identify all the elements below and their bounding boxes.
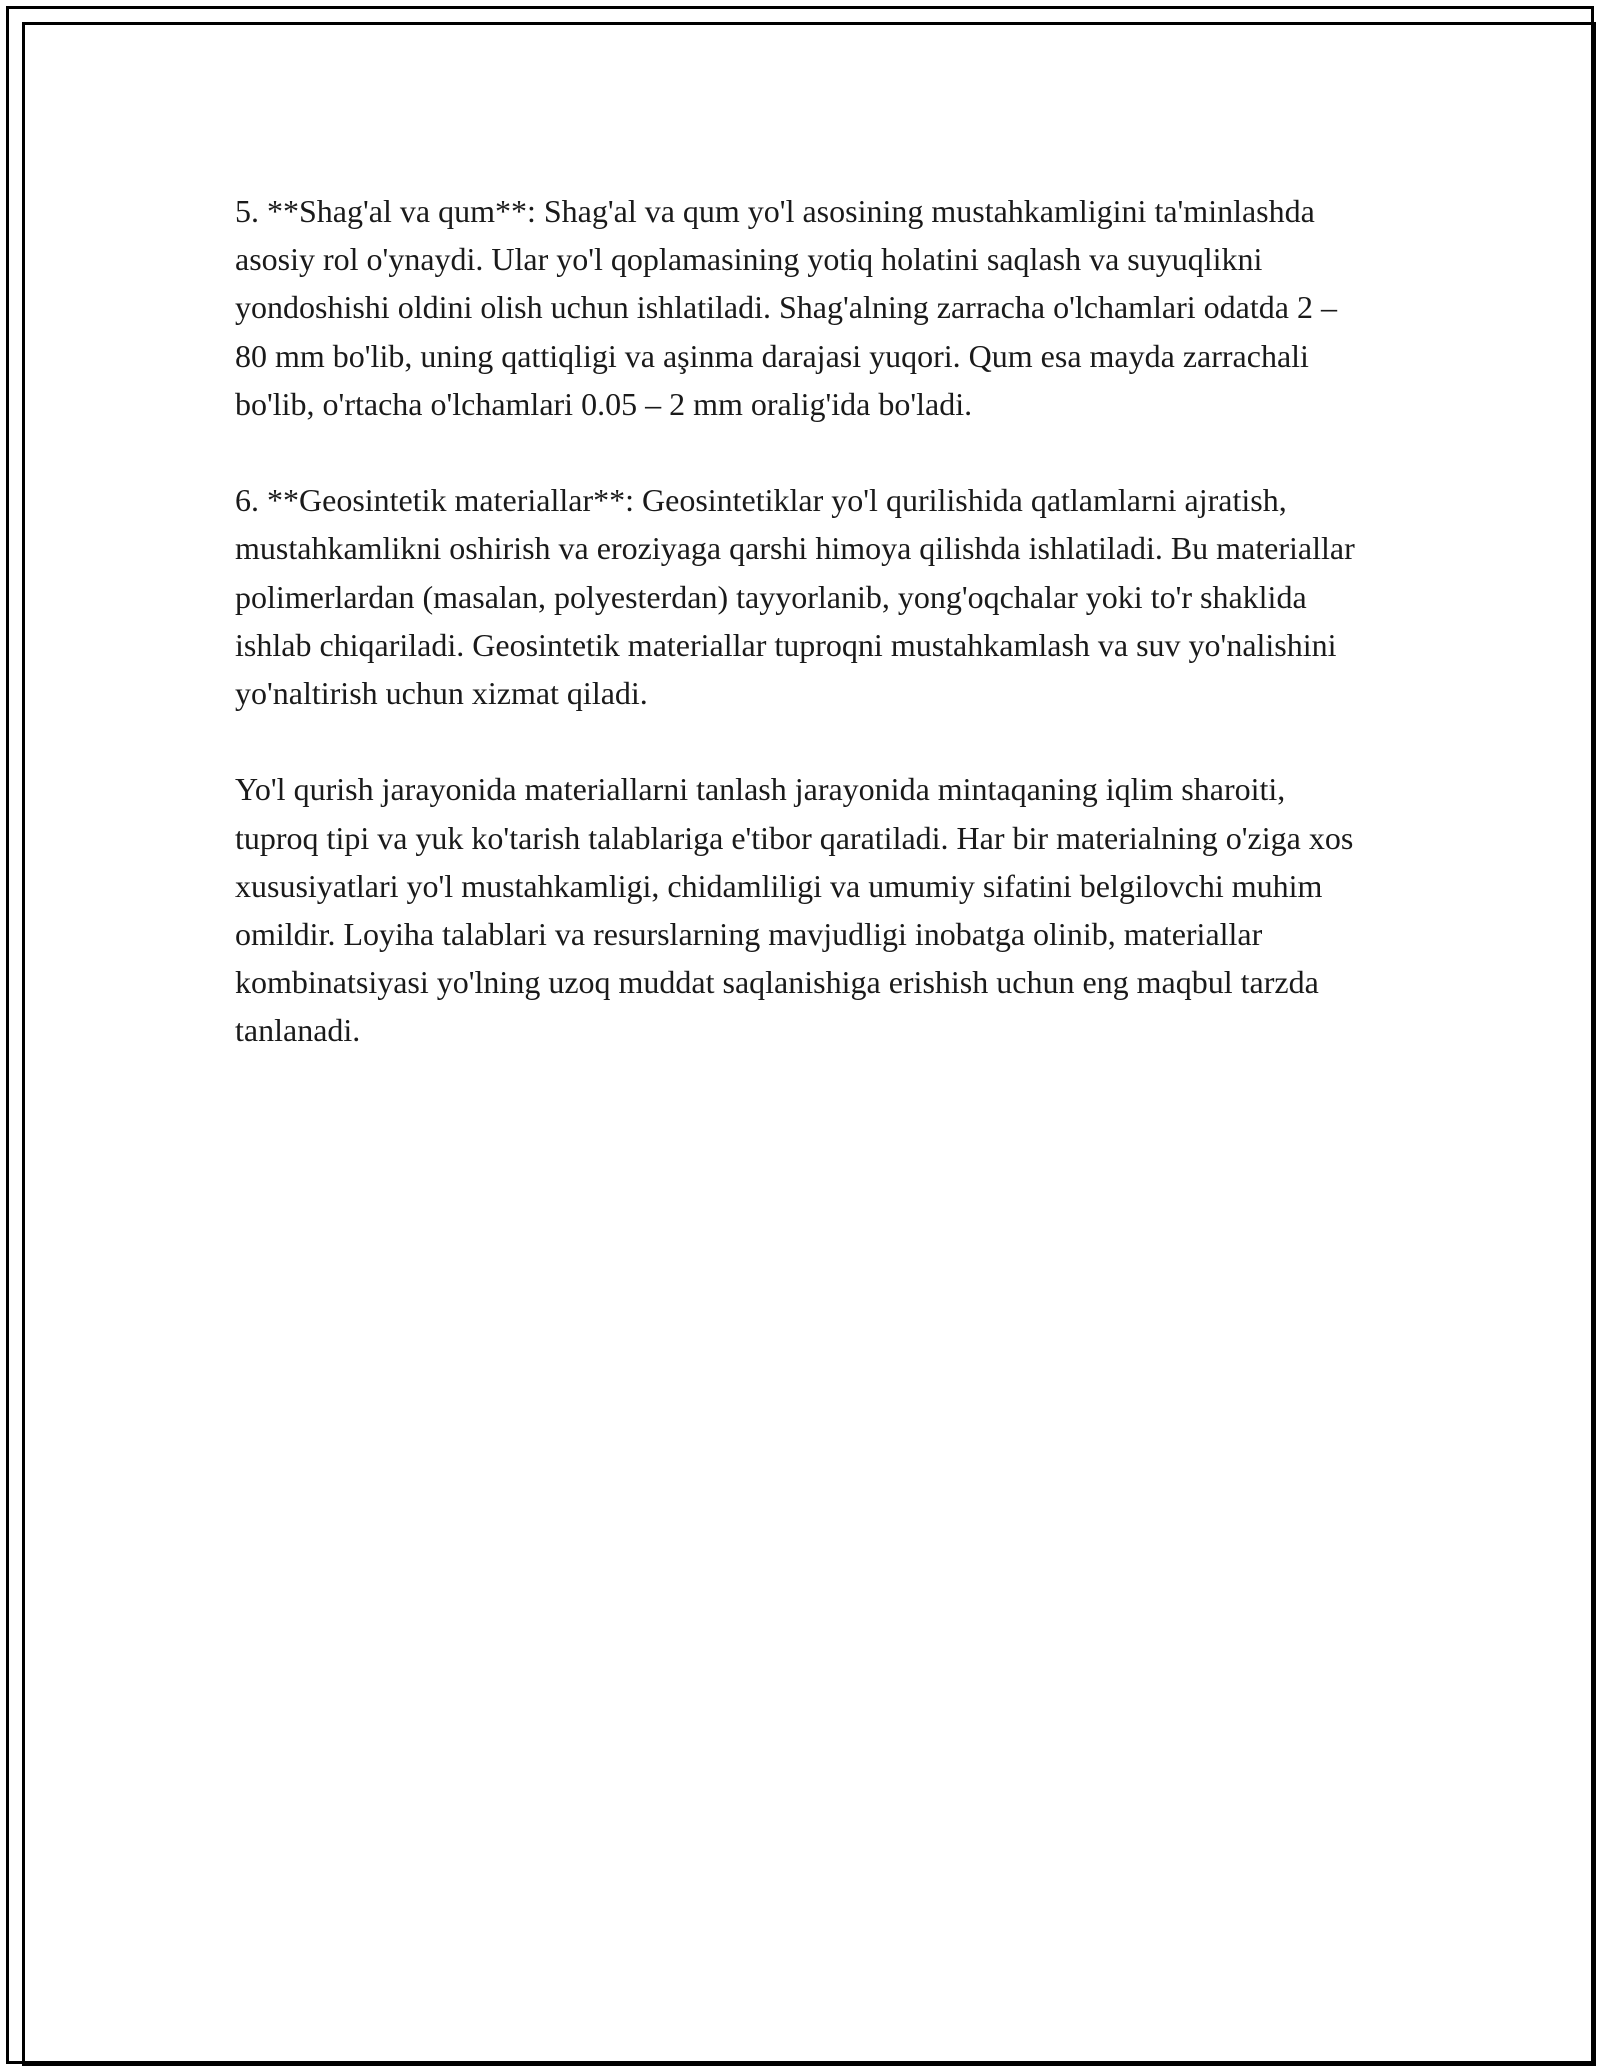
paragraph-conclusion: Yo'l qurish jarayonida materiallarni tanlash jarayonida mintaqaning iqlim sharoiti, tuproq tipi va yuk ko'tarish talablariga e'tibor qaratiladi. Har bir materialning o'ziga xos xususiyatlari yo'l mustahkamligi, chidamliligi va umumiy sifatini belgilovchi muhim omildir. Loyiha talablari va resurslarning mavjudligi inobatga olinib, materiallar kombinatsiyasi yo'lning uzoq muddat saqlanishiga erishish uchun eng maqbul tarzda tanlanadi. bbox=[235, 771, 1354, 1049]
paragraph-gravel-and-sand: 5. **Shag'al va qum**: Shag'al va qum yo'l asosining mustahkamligini ta'minlashda asosiy rol o'ynaydi. Ular yo'l qoplamasining yotiq holatini saqlash va suyuqlikni yondoshishi oldini olish uchun ishlatiladi. Shag'alning zarracha o'lchamlari odatda 2 – 80 mm bo'lib, uning qattiqligi va aşinma darajasi yuqori. Qum esa mayda zarrachali bo'lib, o'rtacha o'lchamlari 0.05 – 2 mm oralig'ida bo'ladi. bbox=[235, 193, 1337, 422]
document-body bbox=[235, 187, 1365, 1103]
paragraph-geosynthetic-materials: 6. **Geosintetik materiallar**: Geosintetiklar yo'l qurilishida qatlamlarni ajratish, mustahkamlikni oshirish va eroziyaga qarshi himoya qilishda ishlatiladi. Bu materiallar polimerlardan (masalan, polyesterdan) tayyorlanib, yong'oqchalar yoki to'r shaklida ishlab chiqariladi. Geosintetik materiallar tuproqni mustahkamlash va suv yo'nalishini yo'naltirish uchun xizmat qiladi. bbox=[235, 482, 1355, 712]
